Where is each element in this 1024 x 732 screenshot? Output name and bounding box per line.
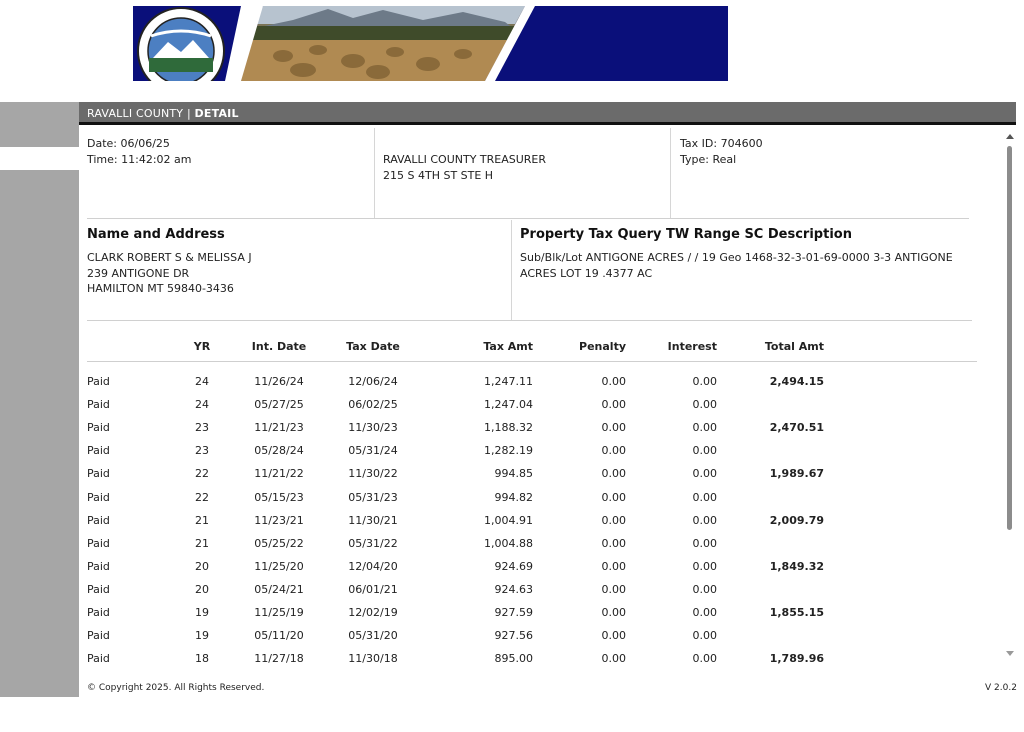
- cell-penalty: 0.00: [601, 375, 626, 389]
- office-name: RAVALLI COUNTY TREASURER: [383, 153, 547, 166]
- copyright-text: © Copyright 2025. All Rights Reserved.: [87, 683, 265, 693]
- column-header-total-amt: Total Amt: [764, 339, 824, 353]
- cell-tax-amt: 994.82: [494, 490, 533, 504]
- table-row: [87, 601, 977, 624]
- cell-penalty: 0.00: [601, 652, 626, 666]
- cell-tax-amt: 994.85: [494, 467, 533, 481]
- cell-interest: 0.00: [692, 490, 717, 504]
- cell-status: Paid: [87, 444, 110, 458]
- table-row: [87, 532, 977, 555]
- cell-int-date: 05/11/20: [254, 629, 304, 643]
- cell-interest: 0.00: [692, 444, 717, 458]
- cell-spacer: [824, 532, 977, 555]
- cell-tax-date: 11/30/21: [348, 513, 398, 527]
- time-label: Time:: [87, 152, 118, 166]
- cell-status: Paid: [87, 490, 110, 504]
- cell-total-amt: 1,989.67: [769, 467, 824, 481]
- cell-penalty: 0.00: [601, 605, 626, 619]
- tax-id-value: 704600: [720, 137, 763, 150]
- cell-yr: 20: [195, 559, 209, 573]
- cell-int-date: 11/26/24: [254, 375, 304, 389]
- cell-tax-amt: 927.59: [494, 605, 533, 619]
- cell-tax-amt: 1,004.91: [484, 513, 533, 527]
- column-header-int-date: Int. Date: [251, 339, 307, 353]
- county-banner: [133, 6, 728, 81]
- type-value: Real: [712, 152, 737, 166]
- cell-interest: 0.00: [692, 582, 717, 596]
- cell-spacer: [824, 578, 977, 601]
- column-header-interest: Interest: [667, 339, 717, 353]
- cell-yr: 24: [195, 375, 209, 389]
- cell-spacer: [824, 624, 977, 647]
- cell-tax-date: 05/31/22: [348, 536, 398, 550]
- cell-total-amt: 2,470.51: [769, 421, 824, 435]
- column-header-tax-amt: Tax Amt: [483, 339, 533, 353]
- table-row: [87, 462, 977, 485]
- owner-name: CLARK ROBERT S & MELISSA J: [87, 251, 252, 264]
- cell-spacer: [824, 555, 977, 578]
- detail-content: [79, 128, 1004, 668]
- property-description: [520, 250, 970, 281]
- triangle-up-icon[interactable]: [1006, 134, 1014, 139]
- cell-int-date: 11/25/19: [254, 605, 304, 619]
- cell-int-date: 11/21/23: [254, 421, 304, 435]
- cell-int-date: 11/27/18: [254, 652, 304, 666]
- cell-tax-amt: 924.63: [494, 582, 533, 596]
- treasurer-block: [383, 152, 546, 183]
- cell-status: Paid: [87, 652, 110, 666]
- cell-status: Paid: [87, 375, 110, 389]
- table-row: [87, 393, 977, 416]
- cell-status: Paid: [87, 421, 110, 435]
- cell-int-date: 05/15/23: [254, 490, 304, 504]
- cell-tax-date: 11/30/18: [348, 652, 398, 666]
- cell-yr: 20: [195, 582, 209, 596]
- breadcrumb-separator: |: [186, 107, 191, 120]
- cell-tax-date: 06/02/25: [348, 398, 398, 412]
- breadcrumb: [79, 102, 1016, 125]
- table-row: [87, 439, 977, 462]
- cell-yr: 19: [195, 629, 209, 643]
- cell-total-amt: [717, 393, 824, 416]
- cell-spacer: [824, 416, 977, 439]
- cell-interest: 0.00: [692, 421, 717, 435]
- cell-tax-date: 11/30/22: [348, 467, 398, 481]
- triangle-down-icon[interactable]: [1006, 651, 1014, 656]
- left-sidebar: [0, 170, 79, 697]
- divider: [511, 220, 512, 320]
- cell-interest: 0.00: [692, 375, 717, 389]
- scrollbar-thumb[interactable]: [1007, 146, 1012, 530]
- name-address-title: Name and Address: [87, 227, 225, 242]
- cell-total-amt: 1,789.96: [769, 652, 824, 666]
- left-sidebar-top: [0, 102, 79, 147]
- cell-yr: 22: [195, 490, 209, 504]
- cell-penalty: 0.00: [601, 629, 626, 643]
- type-label: Type:: [680, 152, 709, 166]
- cell-tax-amt: 895.00: [494, 652, 533, 666]
- cell-yr: 19: [195, 605, 209, 619]
- table-row: [87, 362, 977, 394]
- cell-total-amt: [717, 578, 824, 601]
- cell-penalty: 0.00: [601, 559, 626, 573]
- column-header-spacer: [824, 331, 977, 362]
- cell-total-amt: 2,009.79: [769, 513, 824, 527]
- cell-tax-amt: 1,247.11: [484, 375, 533, 389]
- cell-penalty: 0.00: [601, 536, 626, 550]
- cell-tax-amt: 1,282.19: [484, 444, 533, 458]
- cell-status: Paid: [87, 559, 110, 573]
- owner-street: 239 ANTIGONE DR: [87, 266, 190, 280]
- table-row: [87, 509, 977, 532]
- cell-interest: 0.00: [692, 652, 717, 666]
- cell-total-amt: [717, 485, 824, 508]
- cell-int-date: 11/23/21: [254, 513, 304, 527]
- datetime-block: [87, 136, 192, 167]
- date-value: 06/06/25: [120, 137, 170, 150]
- cell-status: Paid: [87, 398, 110, 412]
- cell-interest: 0.00: [692, 605, 717, 619]
- office-address: 215 S 4TH ST STE H: [383, 168, 494, 182]
- cell-tax-date: 05/31/23: [348, 490, 398, 504]
- cell-yr: 18: [195, 652, 209, 666]
- cell-penalty: 0.00: [601, 582, 626, 596]
- cell-penalty: 0.00: [601, 467, 626, 481]
- cell-penalty: 0.00: [601, 398, 626, 412]
- cell-yr: 21: [195, 536, 209, 550]
- cell-total-amt: 1,855.15: [769, 605, 824, 619]
- cell-tax-date: 06/01/21: [348, 582, 398, 596]
- cell-total-amt: [717, 624, 824, 647]
- column-header-penalty: Penalty: [579, 339, 626, 353]
- property-line-2: ACRES LOT 19 .4377 AC: [520, 266, 653, 280]
- cell-spacer: [824, 647, 977, 668]
- cell-yr: 21: [195, 513, 209, 527]
- owner-city: HAMILTON MT 59840-3436: [87, 282, 234, 295]
- cell-int-date: 11/25/20: [254, 559, 304, 573]
- breadcrumb-section: DETAIL: [194, 107, 239, 120]
- cell-interest: 0.00: [692, 629, 717, 643]
- content-scrollbar[interactable]: [1004, 128, 1016, 668]
- tax-id-label: Tax ID:: [680, 137, 718, 150]
- cell-total-amt: 2,494.15: [769, 375, 824, 389]
- cell-total-amt: [717, 532, 824, 555]
- cell-interest: 0.00: [692, 536, 717, 550]
- divider: [87, 320, 972, 321]
- table-row: [87, 578, 977, 601]
- cell-spacer: [824, 601, 977, 624]
- cell-tax-date: 05/31/20: [348, 629, 398, 643]
- table-row: [87, 555, 977, 578]
- county-seal-icon: [138, 8, 224, 81]
- cell-status: Paid: [87, 513, 110, 527]
- cell-spacer: [824, 393, 977, 416]
- cell-penalty: 0.00: [601, 490, 626, 504]
- cell-penalty: 0.00: [601, 444, 626, 458]
- cell-yr: 24: [195, 398, 209, 412]
- cell-status: Paid: [87, 582, 110, 596]
- cell-int-date: 11/21/22: [254, 467, 304, 481]
- cell-tax-date: 12/06/24: [348, 375, 398, 389]
- column-header-yr: YR: [193, 339, 211, 353]
- cell-tax-amt: 1,188.32: [484, 421, 533, 435]
- table-row: [87, 647, 977, 668]
- version-text: V 2.0.2: [985, 683, 1017, 693]
- property-description-title: Property Tax Query TW Range SC Description: [520, 227, 852, 242]
- cell-interest: 0.00: [692, 398, 717, 412]
- column-header-tax-date: Tax Date: [346, 339, 400, 353]
- cell-tax-amt: 924.69: [494, 559, 533, 573]
- cell-status: Paid: [87, 536, 110, 550]
- cell-interest: 0.00: [692, 513, 717, 527]
- table-row: [87, 624, 977, 647]
- cell-tax-date: 11/30/23: [348, 421, 398, 435]
- cell-interest: 0.00: [692, 559, 717, 573]
- cell-int-date: 05/28/24: [254, 444, 304, 458]
- divider: [87, 218, 969, 219]
- table-header-row: [87, 331, 977, 362]
- cell-tax-date: 05/31/24: [348, 444, 398, 458]
- cell-status: Paid: [87, 605, 110, 619]
- property-line-1: Sub/Blk/Lot ANTIGONE ACRES / / 19 Geo 1468-32-3-01-69-0000 3-3 ANTIGONE: [520, 251, 953, 264]
- cell-spacer: [824, 439, 977, 462]
- table-row: [87, 485, 977, 508]
- cell-tax-amt: 1,004.88: [484, 536, 533, 550]
- column-header-status: [87, 331, 179, 362]
- cell-status: Paid: [87, 467, 110, 481]
- cell-penalty: 0.00: [601, 513, 626, 527]
- cell-tax-amt: 927.56: [494, 629, 533, 643]
- cell-spacer: [824, 462, 977, 485]
- cell-interest: 0.00: [692, 467, 717, 481]
- cell-int-date: 05/24/21: [254, 582, 304, 596]
- tax-id-block: [680, 136, 763, 167]
- cell-penalty: 0.00: [601, 421, 626, 435]
- cell-spacer: [824, 362, 977, 394]
- date-label: Date:: [87, 137, 117, 150]
- breadcrumb-county: RAVALLI COUNTY: [87, 107, 184, 120]
- table-row: [87, 416, 977, 439]
- cell-yr: 23: [195, 444, 209, 458]
- cell-spacer: [824, 509, 977, 532]
- cell-total-amt: [717, 439, 824, 462]
- divider: [374, 128, 375, 218]
- cell-int-date: 05/27/25: [254, 398, 304, 412]
- cell-total-amt: 1,849.32: [769, 559, 824, 573]
- banner-graphic: [133, 6, 728, 81]
- cell-tax-date: 12/02/19: [348, 605, 398, 619]
- cell-tax-date: 12/04/20: [348, 559, 398, 573]
- divider: [670, 128, 671, 218]
- time-value: 11:42:02 am: [121, 152, 192, 166]
- cell-spacer: [824, 485, 977, 508]
- cell-status: Paid: [87, 629, 110, 643]
- cell-int-date: 05/25/22: [254, 536, 304, 550]
- owner-address: [87, 250, 252, 297]
- cell-yr: 22: [195, 467, 209, 481]
- tax-history-table: [87, 331, 977, 668]
- cell-tax-amt: 1,247.04: [484, 398, 533, 412]
- cell-yr: 23: [195, 421, 209, 435]
